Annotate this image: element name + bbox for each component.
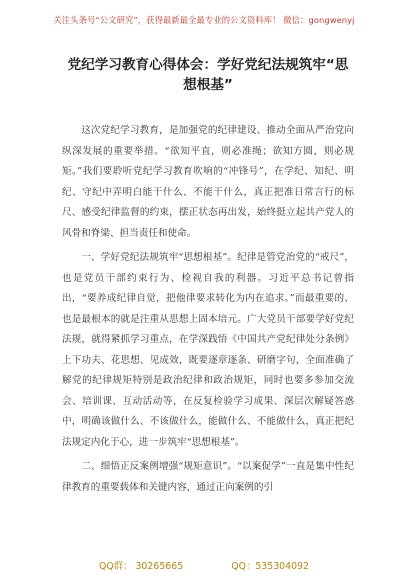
paragraph-intro: 这次党纪学习教育，是加强党的纪律建设、推动全面从严治党向纵深发展的重要举措。“欲知平直，则必准绳；欲知方圆，则必规矩。”我们要聆听党纪学习教育吹响的“冲锋号”，在学纪、知纪、明纪、守纪中弄明白能干什么、不能干什么，真正把准日常言行的标尺、感受纪律监督的约束，摆正状态再出发，始终挺立起共产党人的风骨和脊梁、担当责任和使命。 [62,125,354,239]
qq-group-text: QQ群： 30265665 [98,561,184,572]
promo-banner: 关注头条号“公文研究”，获得最新最全最专业的公文资料库！ 微信：gongwenyj [53,15,355,25]
document-body [62,121,354,500]
contact-footer [0,558,408,572]
document-title: 党纪学习教育心得体会：学好党纪法规筑牢“思想根基” [67,57,349,93]
qq-contact-text: QQ：535304092 [231,561,310,572]
paragraph-section-one: 一、学好党纪法规筑牢“思想根基”。纪律是管党治党的“戒尺”，也是党员干部约束行为、检视自我的利器。习近平总书记曾指出，“要养成纪律自觉，把他律要求转化为内在追求。”而最重要的、也是最根本的就是注重从思想上固本培元。广大党员干部要学好党纪法规，就得紧抓学习重点，在学深践悟《中国共产党纪律处分条例》上下功夫、花思想、见成效，既要逐章逐条、研磨字句，全面准确了解党的纪律规矩特别是政治纪律和政治规矩，同时也要多参加交流会、培训课、互动活动等，在反复检验学习成果、深层次解疑答惑中，明确该做什么、不该做什么，能做什么、不能做什么，真正把纪法规定内化于心，进一步筑牢“思想根基”。 [62,252,354,448]
paragraph-section-two: 二、细悟正反案例增强“规矩意识”。“以案促学”一直是集中性纪律教育的重要载体和关键内容，通过正向案例的引 [62,461,354,493]
